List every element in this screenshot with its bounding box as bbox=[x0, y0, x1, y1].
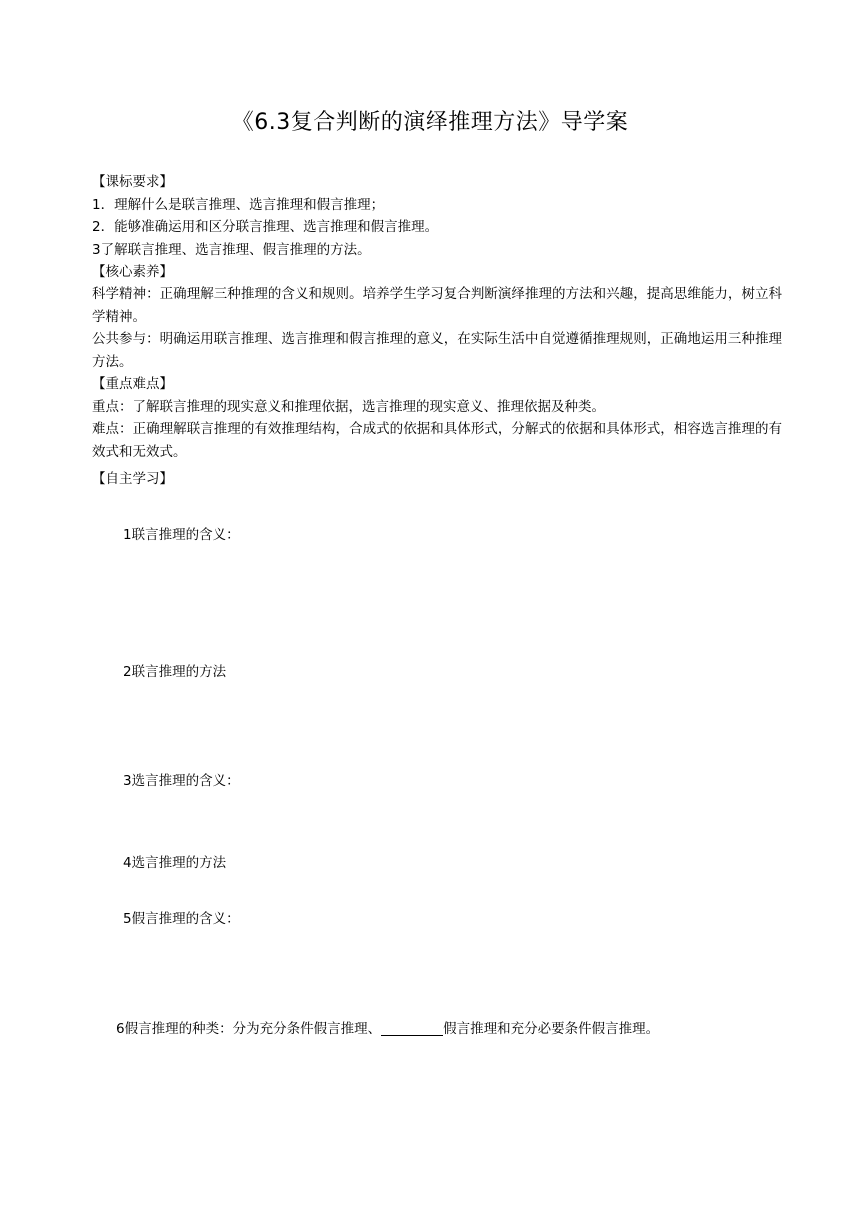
curriculum-item-2: 2．能够准确运用和区分联言推理、选言推理和假言推理。 bbox=[92, 219, 439, 235]
section-heading-self-study: 【自主学习】 bbox=[92, 471, 173, 487]
key-point-paragraph: 重点：了解联言推理的现实意义和推理依据，选言推理的现实意义、推理依据及种类。 bbox=[92, 399, 605, 415]
literacy-science-paragraph: 科学精神：正确理解三种推理的含义和规则。培养学生学习复合判断演绎推理的方法和兴趣，提高思维能力，树立科学精神。 bbox=[92, 286, 782, 325]
fill-in-blank[interactable] bbox=[381, 1020, 443, 1036]
section-heading-literacy: 【核心素养】 bbox=[92, 264, 173, 280]
question-6-text-after: 假言推理和充分必要条件假言推理。 bbox=[443, 1021, 660, 1037]
self-study-question-5: 5假言推理的含义： bbox=[123, 911, 240, 927]
curriculum-item-1: 1．理解什么是联言推理、选言推理和假言推理； bbox=[92, 197, 385, 213]
curriculum-item-3: 3了解联言推理、选言推理、假言推理的方法。 bbox=[92, 242, 371, 258]
self-study-question-6 bbox=[116, 1018, 659, 1040]
difficult-point-paragraph: 难点：正确理解联言推理的有效推理结构，合成式的依据和具体形式，分解式的依据和具体形式，相容选言推理的有效式和无效式。 bbox=[92, 421, 782, 460]
section-heading-curriculum: 【课标要求】 bbox=[92, 174, 173, 190]
self-study-question-1: 1联言推理的含义： bbox=[123, 527, 240, 543]
self-study-question-4: 4选言推理的方法 bbox=[123, 855, 227, 871]
literacy-public-paragraph: 公共参与：明确运用联言推理、选言推理和假言推理的意义，在实际生活中自觉遵循推理规则，正确地运用三种推理方法。 bbox=[92, 331, 782, 370]
question-6-text-before: 6假言推理的种类：分为充分条件假言推理、 bbox=[116, 1021, 382, 1037]
self-study-question-3: 3选言推理的含义： bbox=[123, 773, 240, 789]
section-heading-key-points: 【重点难点】 bbox=[92, 376, 173, 392]
self-study-question-2: 2联言推理的方法 bbox=[123, 664, 227, 680]
document-title: 《6.3复合判断的演绎推理方法》导学案 bbox=[231, 110, 629, 135]
